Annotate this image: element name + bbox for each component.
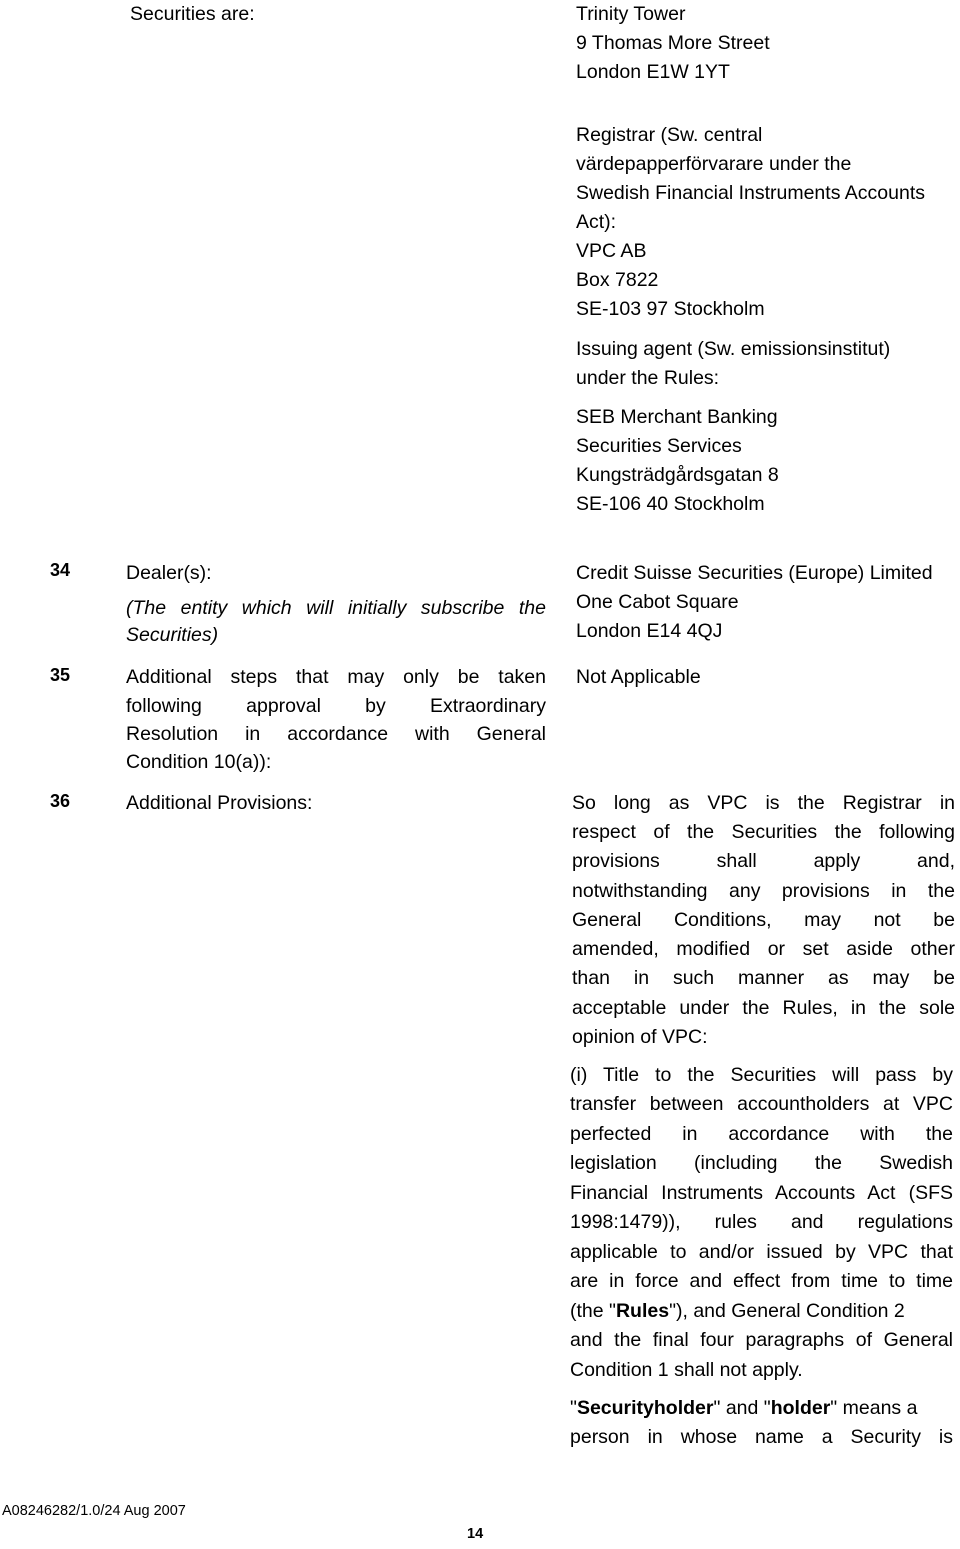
item-label: Additional Provisions: [126, 792, 313, 814]
paragraph-line: Financial Instruments Accounts Act (SFS [570, 1182, 953, 1204]
registrar-line: Act): [576, 211, 617, 233]
item-value: One Cabot Square [576, 591, 739, 613]
registrar-line: Box 7822 [576, 269, 659, 291]
registrar-line: SE-103 97 Stockholm [576, 298, 765, 320]
item-label: Additional steps that may only be taken [126, 666, 546, 688]
holder-term: holder [770, 1397, 831, 1419]
paragraph-line: legislation (including the Swedish [570, 1152, 953, 1174]
item-number: 36 [50, 791, 71, 811]
seb-line: SE-106 40 Stockholm [576, 493, 765, 515]
paragraph-line: respect of the Securities the following [572, 821, 955, 843]
seb-line: SEB Merchant Banking [576, 406, 778, 428]
paragraph-line: acceptable under the Rules, in the sole [572, 997, 955, 1019]
paragraph-line: 1998:1479)), rules and regulations [570, 1211, 953, 1233]
paragraph-line: transfer between accountholders at VPC [570, 1093, 953, 1115]
paragraph-line: person in whose name a Security is [570, 1426, 953, 1448]
address-line: Trinity Tower [576, 3, 686, 25]
item-number: 34 [50, 560, 71, 580]
address-line: 9 Thomas More Street [576, 32, 770, 54]
item-value: London E14 4QJ [576, 620, 723, 642]
rules-term: Rules [615, 1300, 670, 1322]
issuing-line: Issuing agent (Sw. emissionsinstitut) [576, 338, 891, 360]
registrar-line: VPC AB [576, 240, 647, 262]
paragraph-line: than in such manner as may be [572, 967, 955, 989]
document-reference: A08246282/1.0/24 Aug 2007 [2, 1503, 186, 1519]
paragraph-line: opinion of VPC: [572, 1026, 708, 1048]
paragraph-line: So long as VPC is the Registrar in [572, 792, 955, 814]
registrar-line: Registrar (Sw. central [576, 124, 763, 146]
rules-definition: (the "Rules"), and General Condition 2 [570, 1300, 905, 1322]
paragraph-line: notwithstanding any provisions in the [572, 880, 955, 902]
securities-are-label: Securities are: [130, 3, 255, 25]
item-label: Resolution in accordance with General [126, 723, 546, 745]
item-value: Credit Suisse Securities (Europe) Limited [576, 562, 933, 584]
registrar-line: värdepapperförvarare under the [576, 153, 852, 175]
paragraph-line: perfected in accordance with the [570, 1123, 953, 1145]
item-value: Not Applicable [576, 666, 701, 688]
seb-line: Securities Services [576, 435, 742, 457]
paragraph-line: "Securityholder" and "holder" means a [570, 1397, 918, 1419]
address-line: London E1W 1YT [576, 61, 730, 83]
paragraph-line: amended, modified or set aside other [572, 938, 955, 960]
item-number: 35 [50, 665, 71, 685]
item-label: Dealer(s): [126, 562, 212, 584]
issuing-line: under the Rules: [576, 367, 720, 389]
paragraph-line: provisions shall apply and, [572, 850, 955, 872]
paragraph-line: (i) Title to the Securities will pass by [570, 1064, 953, 1086]
item-label: following approval by Extraordinary [126, 695, 546, 717]
paragraph-line: are in force and effect from time to time [570, 1270, 953, 1292]
paragraph-line: and the final four paragraphs of General [570, 1329, 953, 1351]
page-number: 14 [467, 1526, 484, 1542]
item-sublabel: Securities) [126, 624, 219, 646]
paragraph-line: applicable to and/or issued by VPC that [570, 1241, 953, 1263]
securityholder-term: Securityholder [576, 1397, 714, 1419]
item-label: Condition 10(a)): [126, 751, 272, 773]
item-sublabel: (The entity which will initially subscribe the [126, 597, 546, 619]
seb-line: Kungsträdgårdsgatan 8 [576, 464, 779, 486]
paragraph-line [570, 1297, 953, 1326]
registrar-line: Swedish Financial Instruments Accounts [576, 182, 926, 204]
paragraph-line: General Conditions, may not be [572, 909, 955, 931]
paragraph-line: Condition 1 shall not apply. [570, 1359, 803, 1381]
